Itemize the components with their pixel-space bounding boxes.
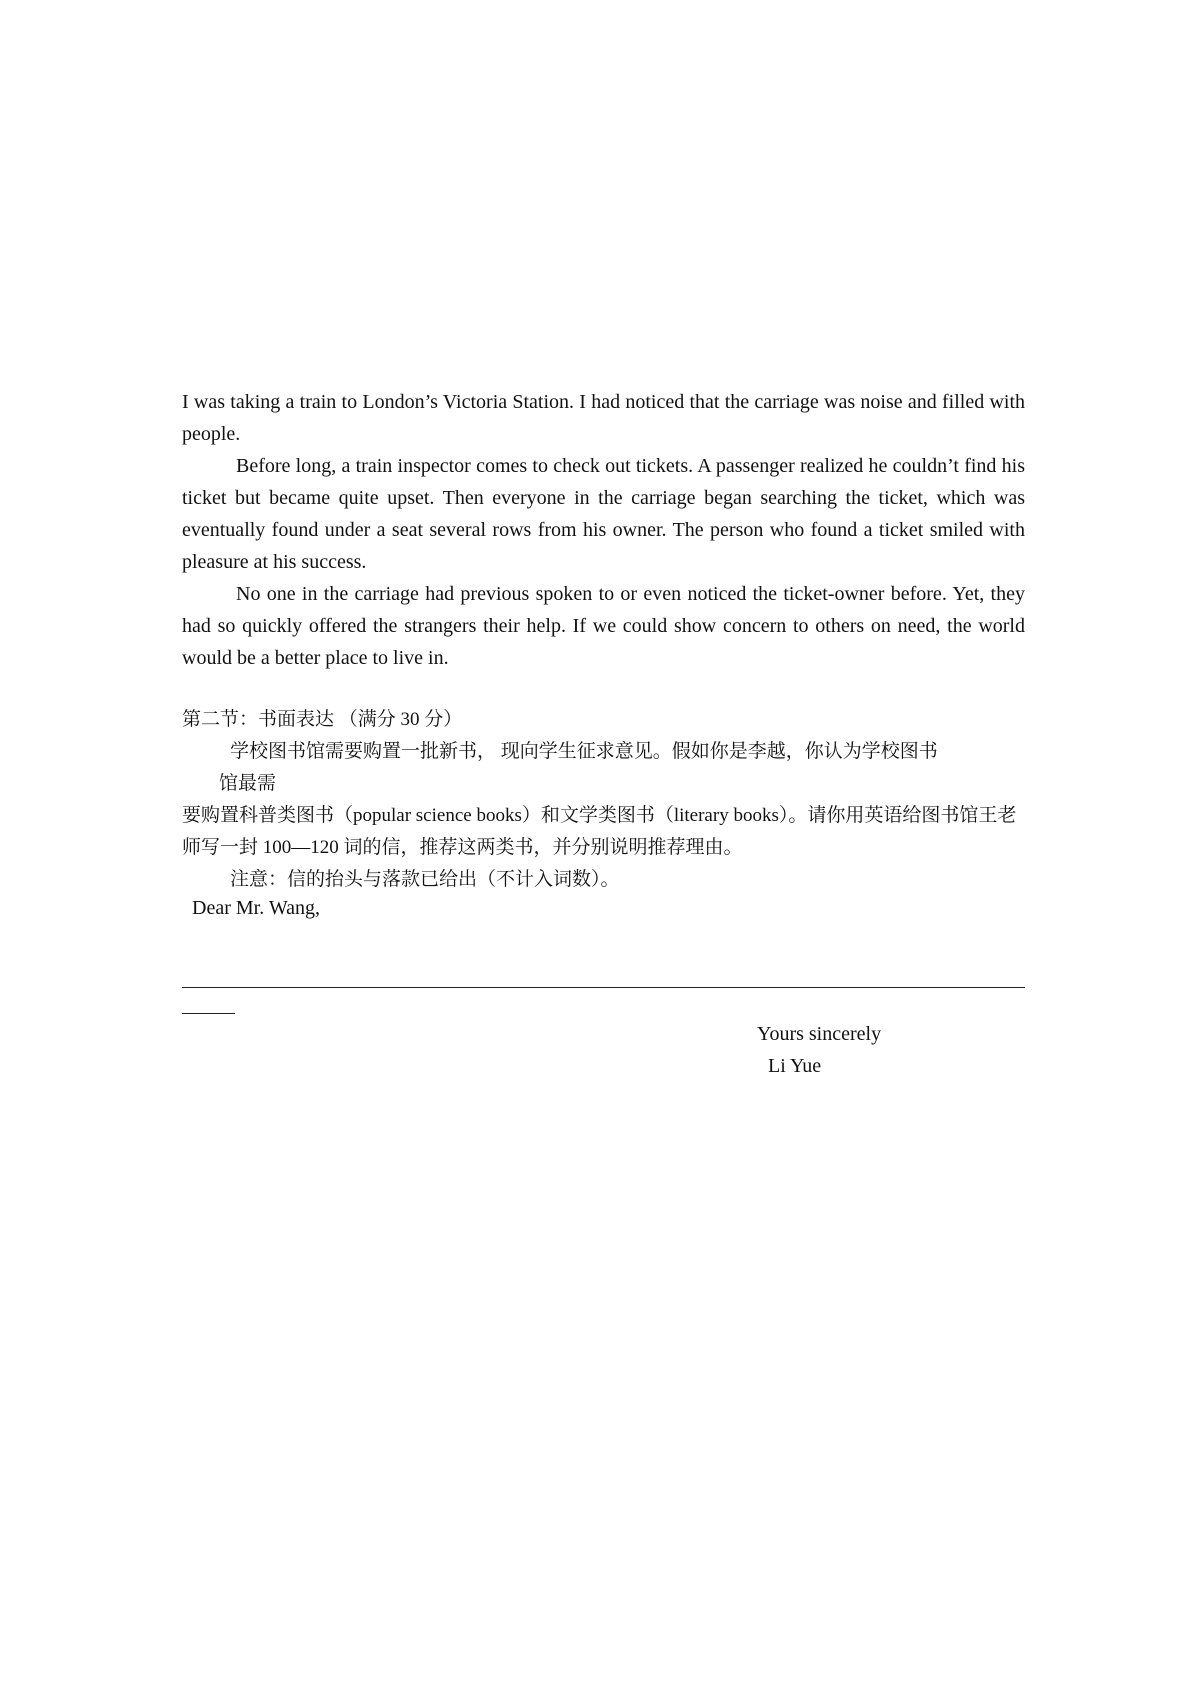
note: 注意：信的抬头与落款已给出（不计入词数）。 [230, 869, 620, 890]
letter-signature: Li Yue [768, 1055, 822, 1077]
prompt-line-1: 学校图书馆需要购置一批新书， 现向学生征求意见。假如你是李越，你认为学校图书 [230, 741, 938, 762]
answer-line[interactable] [182, 987, 1025, 988]
answer-line-continuation[interactable] [182, 1013, 235, 1014]
prompt-line-2: 馆最需 [219, 773, 277, 794]
passage-paragraph-2: Before long, a train inspector comes to check out tickets. A passenger realized he couldn’t find his ticket but became quite upset. Then everyone in the carriage began searching the ticket, which was eventually found under a seat several rows from his owner. The person who found a ticket smiled with pleasure at his success. [182, 455, 1025, 573]
passage-paragraph-3: No one in the carriage had previous spoken to or even noticed the ticket-owner before. Yet, they had so quickly offered the strangers their help. If we could show concern to others on need, the world would be a better place to live in. [182, 583, 1025, 669]
writing-task [182, 704, 1025, 896]
passage-paragraph-1: I was taking a train to London’s Victoria Station. I had noticed that the carriage was noise and filled with people. [182, 391, 1025, 445]
section-title: 第二节：书面表达 （满分 30 分） [182, 709, 463, 730]
error-correction-passage [182, 386, 1025, 674]
letter-greeting: Dear Mr. Wang, [192, 897, 320, 919]
letter-closing: Yours sincerely [757, 1023, 882, 1045]
prompt-line-3: 要购置科普类图书（popular science books）和文学类图书（literary books）。请你用英语给图书馆王老师写一封 100—120 词的信，推荐这两类书，并分别说明推荐理由。 [182, 805, 1017, 858]
